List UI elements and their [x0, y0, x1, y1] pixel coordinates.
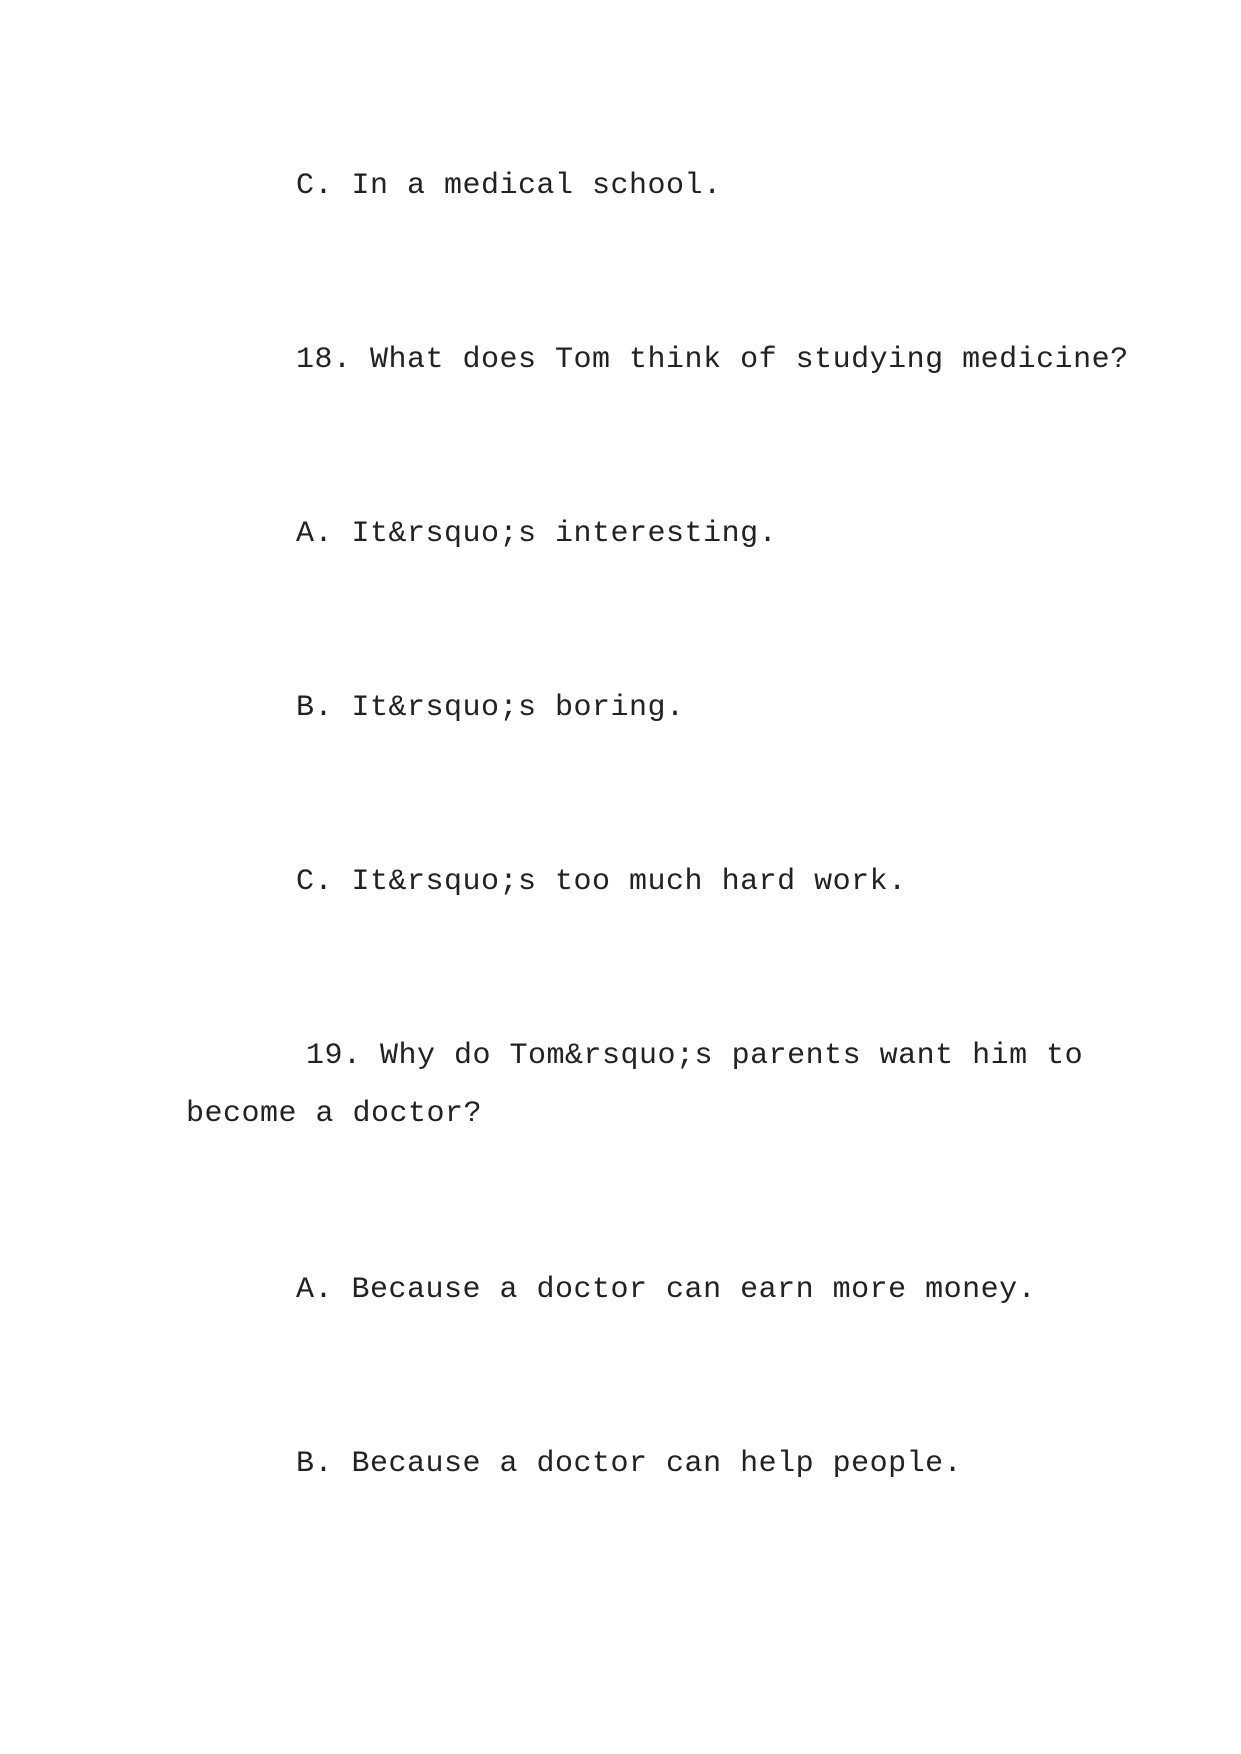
option-19a: A. Because a doctor can earn more money.	[296, 1273, 1037, 1307]
option-18b: B. It&rsquo;s boring.	[296, 691, 685, 725]
option-19b: B. Because a doctor can help people.	[296, 1447, 963, 1481]
question-19-line1: 19. Why do Tom&rsquo;s parents want him to	[306, 1039, 1084, 1073]
option-18a: A. It&rsquo;s interesting.	[296, 517, 778, 551]
option-18c: C. It&rsquo;s too much hard work.	[296, 865, 907, 899]
question-18: 18. What does Tom think of studying medicine?	[296, 343, 1129, 377]
question-19-line2: become a doctor?	[186, 1097, 483, 1131]
option-17c: C. In a medical school.	[296, 169, 722, 203]
